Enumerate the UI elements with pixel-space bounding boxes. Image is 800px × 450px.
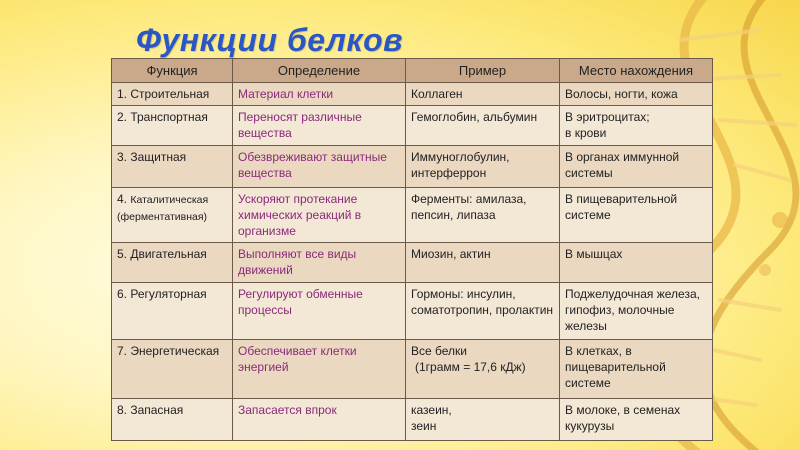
cell-location xyxy=(560,188,713,243)
table-header-row xyxy=(112,59,713,83)
table-row xyxy=(112,146,713,188)
cell-text: в крови xyxy=(565,126,607,140)
cell-example xyxy=(406,146,560,188)
cell-text: В мышцах xyxy=(565,247,623,261)
cell-text: 1. Строительная xyxy=(117,87,210,101)
cell-location xyxy=(560,283,713,340)
cell-text: Иммуноглобулин, xyxy=(411,150,510,164)
cell-example xyxy=(406,106,560,146)
protein-functions-table xyxy=(111,58,713,441)
cell-text: 3. Защитная xyxy=(117,150,187,164)
cell-text: В эритроцитах; xyxy=(565,110,650,124)
cell-location xyxy=(560,106,713,146)
cell-location xyxy=(560,243,713,283)
cell-text: В пищеварительной системе xyxy=(565,192,678,222)
cell-location xyxy=(560,399,713,441)
cell-text: Регулируют обменные процессы xyxy=(238,287,363,317)
cell-definition xyxy=(233,83,406,106)
cell-text: 8. Запасная xyxy=(117,403,184,417)
table-row xyxy=(112,243,713,283)
cell-text: Обеспечивает клетки энергией xyxy=(238,344,357,374)
cell-text: В клетках, в пищеварительной системе xyxy=(565,344,666,390)
cell-definition xyxy=(233,243,406,283)
cell-location xyxy=(560,146,713,188)
cell-example xyxy=(406,83,560,106)
cell-location xyxy=(560,83,713,106)
cell-text: Ферменты: амилаза, пепсин, липаза xyxy=(411,192,527,222)
cell-example xyxy=(406,283,560,340)
cell-example xyxy=(406,243,560,283)
header-example: Пример xyxy=(406,59,560,83)
cell-definition xyxy=(233,106,406,146)
cell-function xyxy=(112,188,233,243)
cell-definition xyxy=(233,340,406,399)
cell-function xyxy=(112,106,233,146)
table-row xyxy=(112,83,713,106)
table-row xyxy=(112,283,713,340)
cell-text: Гемоглобин, альбумин xyxy=(411,110,538,124)
cell-text: 4. xyxy=(117,192,131,206)
cell-text: Поджелудочная железа, гипофиз, молочные железы xyxy=(565,287,700,333)
cell-example xyxy=(406,399,560,441)
cell-text: (1грамм = 17,6 кДж) xyxy=(415,360,526,374)
cell-function xyxy=(112,399,233,441)
page-title: Функции белков xyxy=(136,22,403,58)
cell-definition xyxy=(233,283,406,340)
cell-text: Миозин, актин xyxy=(411,247,491,261)
cell-text: 7. Энергетическая xyxy=(117,344,220,358)
cell-text: казеин, xyxy=(411,403,452,417)
cell-text: интерферрон xyxy=(411,166,487,180)
cell-function xyxy=(112,283,233,340)
cell-text: Выполняют все виды движений xyxy=(238,247,357,277)
table-row xyxy=(112,188,713,243)
cell-text: В органах иммунной системы xyxy=(565,150,680,180)
cell-example xyxy=(406,188,560,243)
cell-text: В молоке, в семенах кукурузы xyxy=(565,403,681,433)
cell-text: Обезвреживают защитные вещества xyxy=(238,150,387,180)
cell-text: Все белки xyxy=(411,344,467,358)
cell-text: 5. Двигательная xyxy=(117,247,207,261)
cell-text: Каталитическая (ферментативная) xyxy=(117,194,209,223)
cell-text: Ускоряют протекание химических реакций в организме xyxy=(238,192,362,238)
cell-text: Запасается впрок xyxy=(238,403,337,417)
cell-example xyxy=(406,340,560,399)
header-location: Место нахождения xyxy=(560,59,713,83)
cell-definition xyxy=(233,146,406,188)
cell-text: 2. Транспортная xyxy=(117,110,208,124)
table-row xyxy=(112,399,713,441)
header-function: Функция xyxy=(112,59,233,83)
cell-text: Волосы, ногти, кожа xyxy=(565,87,678,101)
cell-function xyxy=(112,243,233,283)
header-definition: Определение xyxy=(233,59,406,83)
cell-definition xyxy=(233,399,406,441)
cell-text: Материал клетки xyxy=(238,87,334,101)
cell-text: Переносят различные вещества xyxy=(238,110,362,140)
cell-function xyxy=(112,146,233,188)
table-row xyxy=(112,106,713,146)
cell-text: 6. Регуляторная xyxy=(117,287,207,301)
cell-function xyxy=(112,340,233,399)
table-row xyxy=(112,340,713,399)
cell-definition xyxy=(233,188,406,243)
cell-text: Гормоны: инсулин, соматотропин, пролактин xyxy=(411,287,554,317)
cell-text: Коллаген xyxy=(411,87,463,101)
cell-location xyxy=(560,340,713,399)
cell-function xyxy=(112,83,233,106)
cell-text: зеин xyxy=(411,419,437,433)
